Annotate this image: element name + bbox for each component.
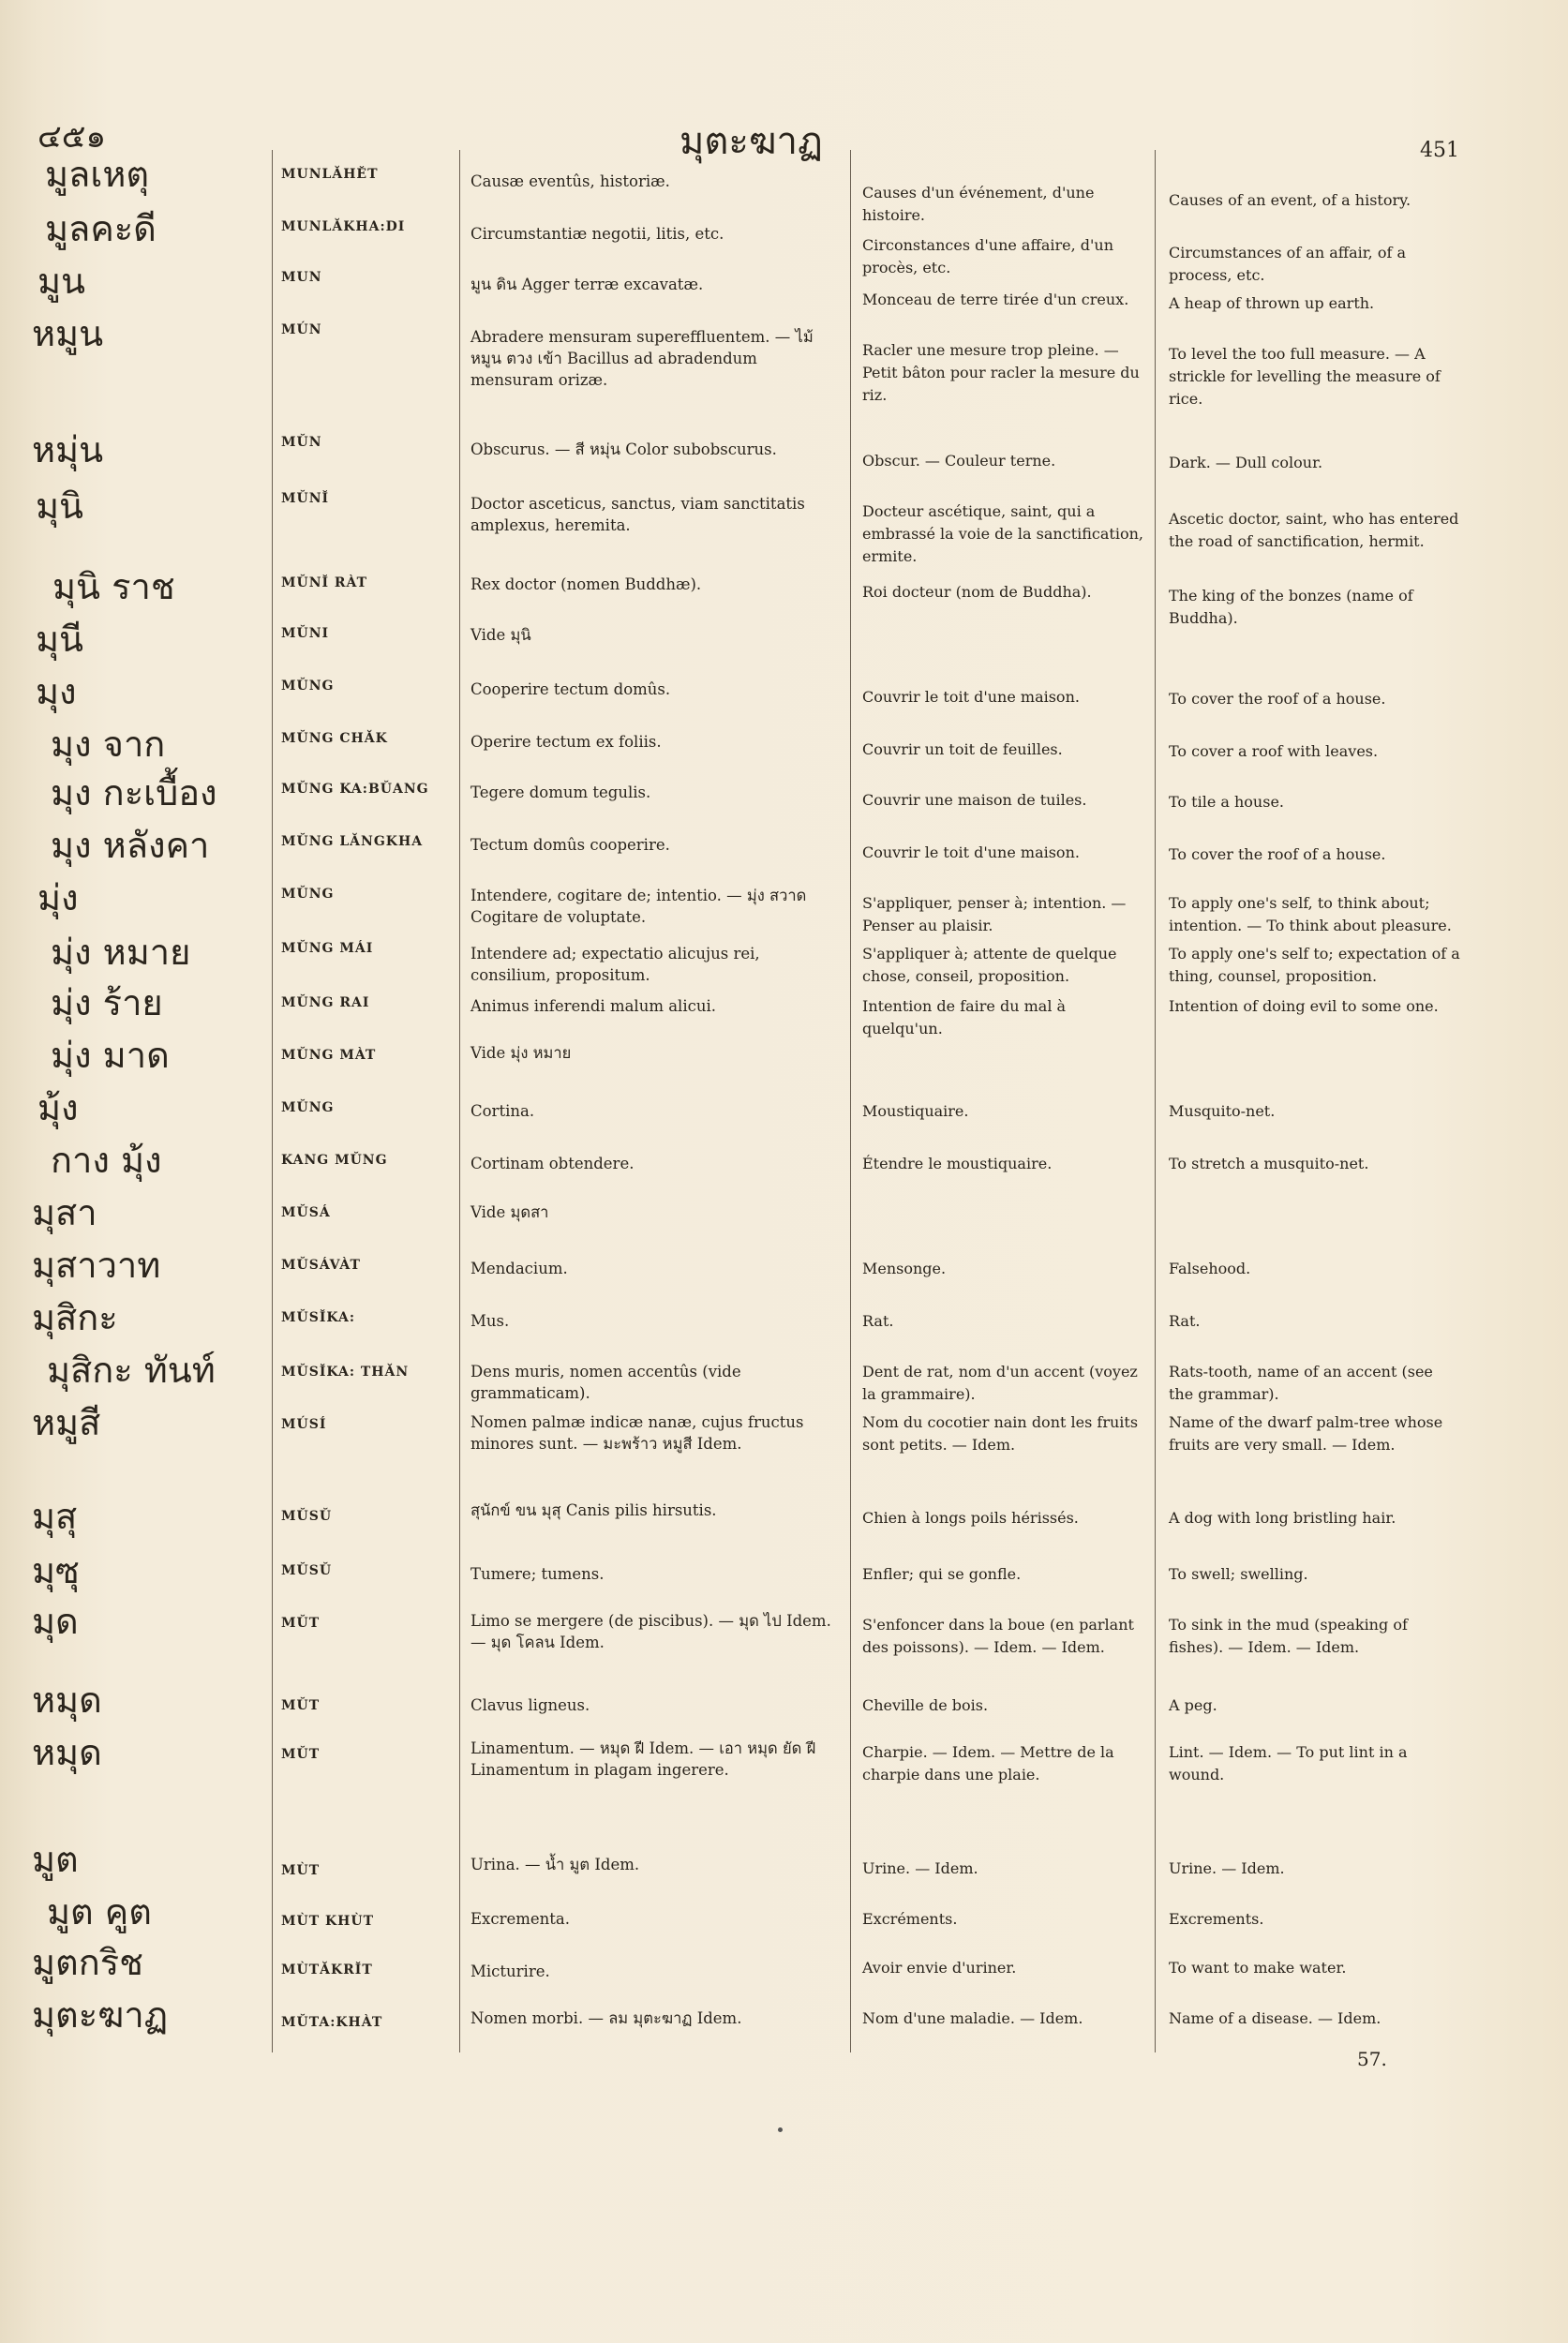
english-definition: Musquito-net. [1169, 1102, 1276, 1120]
romanization: MŬNG [281, 887, 335, 902]
romanization: MŬNG KA:BŬANG [281, 782, 429, 797]
romanization: KANG MŬNG [281, 1153, 388, 1168]
romanization: MŬT [281, 1616, 321, 1631]
romanization: MŬSŬ [281, 1563, 333, 1578]
english-definition: Urine. — Idem. [1169, 1859, 1285, 1877]
french-definition: Charpie. — Idem. — Mettre de la charpie dans une plaie. [862, 1743, 1114, 1783]
romanization: MŬNG LĂNGKHA [281, 834, 424, 849]
thai-headword: มุง จาก [51, 724, 166, 765]
english-definition: Rat. [1169, 1312, 1201, 1330]
french-definition: Couvrir le toit d'une maison. [862, 843, 1080, 861]
french-definition: Couvrir le toit d'une maison. [862, 688, 1080, 706]
thai-headword: หมุ่น [32, 429, 104, 470]
romanization: MŬNG MÁI [281, 941, 374, 956]
english-definition: Ascetic doctor, saint, who has entered the road of sanctification, hermit. [1169, 510, 1459, 550]
ink-speck [778, 2127, 783, 2132]
latin-definition: Micturire. [470, 1962, 550, 1980]
french-definition: Obscur. — Couleur terne. [862, 452, 1056, 470]
latin-definition: Mendacium. [470, 1260, 568, 1277]
english-definition: Circumstances of an affair, of a process, etc. [1169, 244, 1407, 284]
romanization: MÙT [281, 1863, 321, 1878]
latin-definition: Vide มุ่ง หมาย [470, 1044, 572, 1062]
english-definition: Excrements. [1169, 1910, 1264, 1928]
thai-headword: มุตะฆาฏ [32, 1994, 169, 2036]
french-definition: Docteur ascétique, saint, qui a embrassé la voie de la sanctification, ermite. [862, 502, 1143, 565]
thai-headword: มุ้ง [37, 1087, 79, 1128]
latin-definition: Doctor asceticus, sanctus, viam sanctitatis amplexus, heremita. [470, 495, 805, 534]
english-definition: To level the too full measure. — A strickle for levelling the measure of rice. [1169, 345, 1441, 408]
english-definition: Intention of doing evil to some one. [1169, 997, 1439, 1015]
romanization: MŬN [281, 435, 322, 450]
thai-headword: มุสิกะ ทันท์ [47, 1350, 216, 1391]
french-definition: Cheville de bois. [862, 1696, 989, 1714]
french-definition: Rat. [862, 1312, 894, 1330]
latin-definition: Tegere domum tegulis. [470, 783, 651, 801]
latin-definition: Cortinam obtendere. [470, 1155, 635, 1172]
latin-definition: Mus. [470, 1312, 510, 1330]
thai-headword: มุ่ง ร้าย [51, 982, 163, 1023]
latin-definition: Abradere mensuram supereffluentem. — ไม้ หมูน ตวง เข้า Bacillus ad abradendum mensuram orizæ. [470, 328, 814, 389]
thai-headword: มูตกริช [32, 1942, 143, 1983]
french-definition: Urine. — Idem. [862, 1859, 978, 1877]
latin-definition: Intendere ad; expectatio alicujus rei, consilium, propositum. [470, 945, 760, 984]
latin-definition: Limo se mergere (de piscibus). — มุด ไป Idem. — มุด โคลน Idem. [470, 1612, 831, 1651]
romanization: MŬNG CHĂK [281, 731, 388, 746]
thai-headword: มุซุ [32, 1550, 80, 1591]
page-number: 451 [1420, 139, 1459, 162]
thai-headword: มูลคะดี [45, 208, 157, 249]
latin-definition: Vide มุนิ [470, 626, 531, 644]
thai-headword: มุนี [36, 619, 84, 660]
romanization: MŬSÁ [281, 1205, 331, 1220]
latin-definition: Clavus ligneus. [470, 1696, 590, 1714]
english-definition: To tile a house. [1169, 793, 1284, 811]
french-definition: Nom du cocotier nain dont les fruits sont petits. — Idem. [862, 1413, 1139, 1454]
thai-headword: มุสา [32, 1192, 97, 1233]
thai-headword: มุง [36, 671, 77, 712]
romanization: MÚN [281, 322, 322, 337]
thai-headword: มุ่ง [37, 877, 79, 918]
english-definition: To apply one's self, to think about; intention. — To think about pleasure. [1169, 894, 1452, 934]
thai-headword: มูน [37, 261, 86, 302]
english-definition: Causes of an event, of a history. [1169, 191, 1411, 209]
english-definition: A peg. [1169, 1696, 1217, 1714]
thai-headword: มุสิกะ [32, 1297, 118, 1338]
latin-definition: Tumere; tumens. [470, 1565, 605, 1583]
footer-signature: 57. [1357, 2048, 1387, 2070]
latin-definition: Tectum domûs cooperire. [470, 836, 670, 854]
romanization: MÚSÍ [281, 1417, 327, 1432]
romanization: MŬNG MÀT [281, 1048, 377, 1063]
thai-headword: หมูสี [32, 1402, 101, 1443]
french-definition: Intention de faire du mal à quelqu'un. [862, 997, 1067, 1037]
latin-definition: สุนักข์ ขน มุสุ Canis pilis hirsutis. [470, 1501, 717, 1519]
thai-headword: มุ่ง มาด [51, 1035, 170, 1076]
english-definition: To sink in the mud (speaking of fishes). — Idem. — Idem. [1169, 1616, 1408, 1656]
french-definition: S'appliquer, penser à; intention. — Penser au plaisir. [862, 894, 1127, 934]
french-definition: Dent de rat, nom d'un accent (voyez la grammaire). [862, 1363, 1138, 1403]
french-definition: Monceau de terre tirée d'un creux. [862, 291, 1129, 308]
latin-definition: Circumstantiæ negotii, litis, etc. [470, 225, 724, 243]
french-definition: Nom d'une maladie. — Idem. [862, 2009, 1083, 2027]
french-definition: Chien à longs poils hérissés. [862, 1509, 1079, 1527]
english-definition: To cover the roof of a house. [1169, 845, 1386, 863]
thai-headword: มูต [32, 1839, 79, 1880]
english-definition: The king of the bonzes (name of Buddha). [1169, 587, 1413, 627]
latin-definition: Animus inferendi malum alicui. [470, 997, 717, 1015]
english-definition: Dark. — Dull colour. [1169, 454, 1323, 471]
latin-definition: Operire tectum ex foliis. [470, 733, 662, 751]
english-definition: Lint. — Idem. — To put lint in a wound. [1169, 1743, 1408, 1783]
latin-definition: Obscurus. — สี หมุ่น Color subobscurus. [470, 440, 777, 458]
french-definition: Couvrir une maison de tuiles. [862, 791, 1087, 809]
french-definition: Racler une mesure trop pleine. — Petit bâton pour racler la mesure du riz. [862, 341, 1140, 404]
romanization: MŬNG RAI [281, 995, 370, 1010]
english-definition: Rats-tooth, name of an accent (see the grammar). [1169, 1363, 1433, 1403]
latin-definition: มูน ดิน Agger terræ excavatæ. [470, 276, 704, 293]
french-definition: Couvrir un toit de feuilles. [862, 740, 1063, 758]
french-definition: Enfler; qui se gonfle. [862, 1565, 1022, 1583]
latin-definition: Rex doctor (nomen Buddhæ). [470, 575, 702, 593]
latin-definition: Cooperire tectum domûs. [470, 680, 671, 698]
thai-headword: มุสาวาท [32, 1245, 161, 1286]
french-definition: S'enfoncer dans la boue (en parlant des poissons). — Idem. — Idem. [862, 1616, 1134, 1656]
romanization: MUNLĂKHA:DI [281, 219, 406, 234]
romanization: MŬNĬ [281, 491, 330, 506]
english-definition: Falsehood. [1169, 1260, 1251, 1277]
thai-headword: มูลเหตุ [45, 154, 150, 195]
english-definition: To cover the roof of a house. [1169, 690, 1386, 708]
latin-definition: Excrementa. [470, 1910, 570, 1928]
thai-headword: มุด [32, 1601, 79, 1642]
thai-headword: หมูน [32, 313, 104, 354]
latin-definition: Vide มุดสา [470, 1203, 549, 1221]
romanization: MUN [281, 270, 322, 285]
english-definition: To stretch a musquito-net. [1169, 1155, 1369, 1172]
french-definition: Excréments. [862, 1910, 958, 1928]
french-definition: S'appliquer à; attente de quelque chose, conseil, proposition. [862, 945, 1117, 985]
corner-page-mark: ๔๕๑ [37, 118, 107, 156]
french-definition: Roi docteur (nom de Buddha). [862, 583, 1092, 601]
romanization: MÙTĂKRĬT [281, 1962, 373, 1977]
thai-headword: มุสุ [32, 1496, 78, 1537]
romanization: MŬSĬKA: THĂN [281, 1365, 410, 1380]
english-definition: Name of the dwarf palm-tree whose fruits are very small. — Idem. [1169, 1413, 1443, 1454]
english-definition: A heap of thrown up earth. [1169, 294, 1375, 312]
romanization: MŬTA:KHÀT [281, 2015, 383, 2030]
thai-headword: มุง กะเบื้อง [51, 772, 217, 813]
french-definition: Mensonge. [862, 1260, 947, 1277]
romanization: MŬSÁVÀT [281, 1258, 361, 1273]
latin-definition: Cortina. [470, 1102, 535, 1120]
romanization: MÙT KHÙT [281, 1914, 375, 1929]
romanization: MŬT [281, 1747, 321, 1762]
romanization: MŬSŬ [281, 1509, 333, 1524]
romanization: MŬT [281, 1698, 321, 1713]
french-definition: Étendre le moustiquaire. [862, 1155, 1053, 1172]
romanization: MŬNI [281, 626, 330, 641]
thai-headword: กาง มุ้ง [51, 1140, 162, 1181]
english-definition: Name of a disease. — Idem. [1169, 2009, 1381, 2027]
thai-headword: มุนิ [36, 485, 84, 527]
latin-definition: Dens muris, nomen accentûs (vide grammaticam). [470, 1363, 741, 1402]
page-header-title: มุตะฆาฏ [679, 120, 823, 163]
latin-definition: Intendere, cogitare de; intentio. — มุ่ง สวาด Cogitare de voluptate. [470, 887, 807, 926]
english-definition: To want to make water. [1169, 1959, 1347, 1977]
french-definition: Causes d'un événement, d'une histoire. [862, 184, 1095, 224]
thai-headword: หมุด [32, 1732, 102, 1773]
english-definition: To cover a roof with leaves. [1169, 742, 1379, 760]
english-definition: To apply one's self to; expectation of a thing, counsel, proposition. [1169, 945, 1460, 985]
romanization: MŬNĬ RÀT [281, 575, 368, 590]
french-definition: Moustiquaire. [862, 1102, 969, 1120]
thai-headword: มุ่ง หมาย [51, 932, 191, 973]
latin-definition: Linamentum. — หมุด ฝี Idem. — เอา หมุด ยัด ฝี Linamentum in plagam ingerere. [470, 1739, 816, 1779]
latin-definition: Nomen morbi. — ลม มุตะฆาฏ Idem. [470, 2009, 742, 2027]
french-definition: Circonstances d'une affaire, d'un procès, etc. [862, 236, 1114, 276]
latin-definition: Urina. — น้ำ มูต Idem. [470, 1856, 640, 1873]
french-definition: Avoir envie d'uriner. [862, 1959, 1017, 1977]
english-definition: A dog with long bristling hair. [1169, 1509, 1396, 1527]
latin-definition: Causæ eventûs, historiæ. [470, 172, 670, 190]
thai-headword: มุง หลังคา [51, 825, 210, 866]
romanization: MŬNG [281, 679, 335, 694]
latin-definition: Nomen palmæ indicæ nanæ, cujus fructus minores sunt. — มะพร้าว หมูสี Idem. [470, 1413, 804, 1453]
english-definition: To swell; swelling. [1169, 1565, 1308, 1583]
thai-headword: มูต คูต [47, 1891, 152, 1933]
romanization: MŬSĬKA: [281, 1310, 355, 1325]
romanization: MUNLĂHĔT [281, 167, 379, 182]
romanization: MŬNG [281, 1100, 335, 1115]
thai-headword: มุนิ ราช [52, 566, 175, 607]
thai-headword: หมุด [32, 1679, 102, 1721]
